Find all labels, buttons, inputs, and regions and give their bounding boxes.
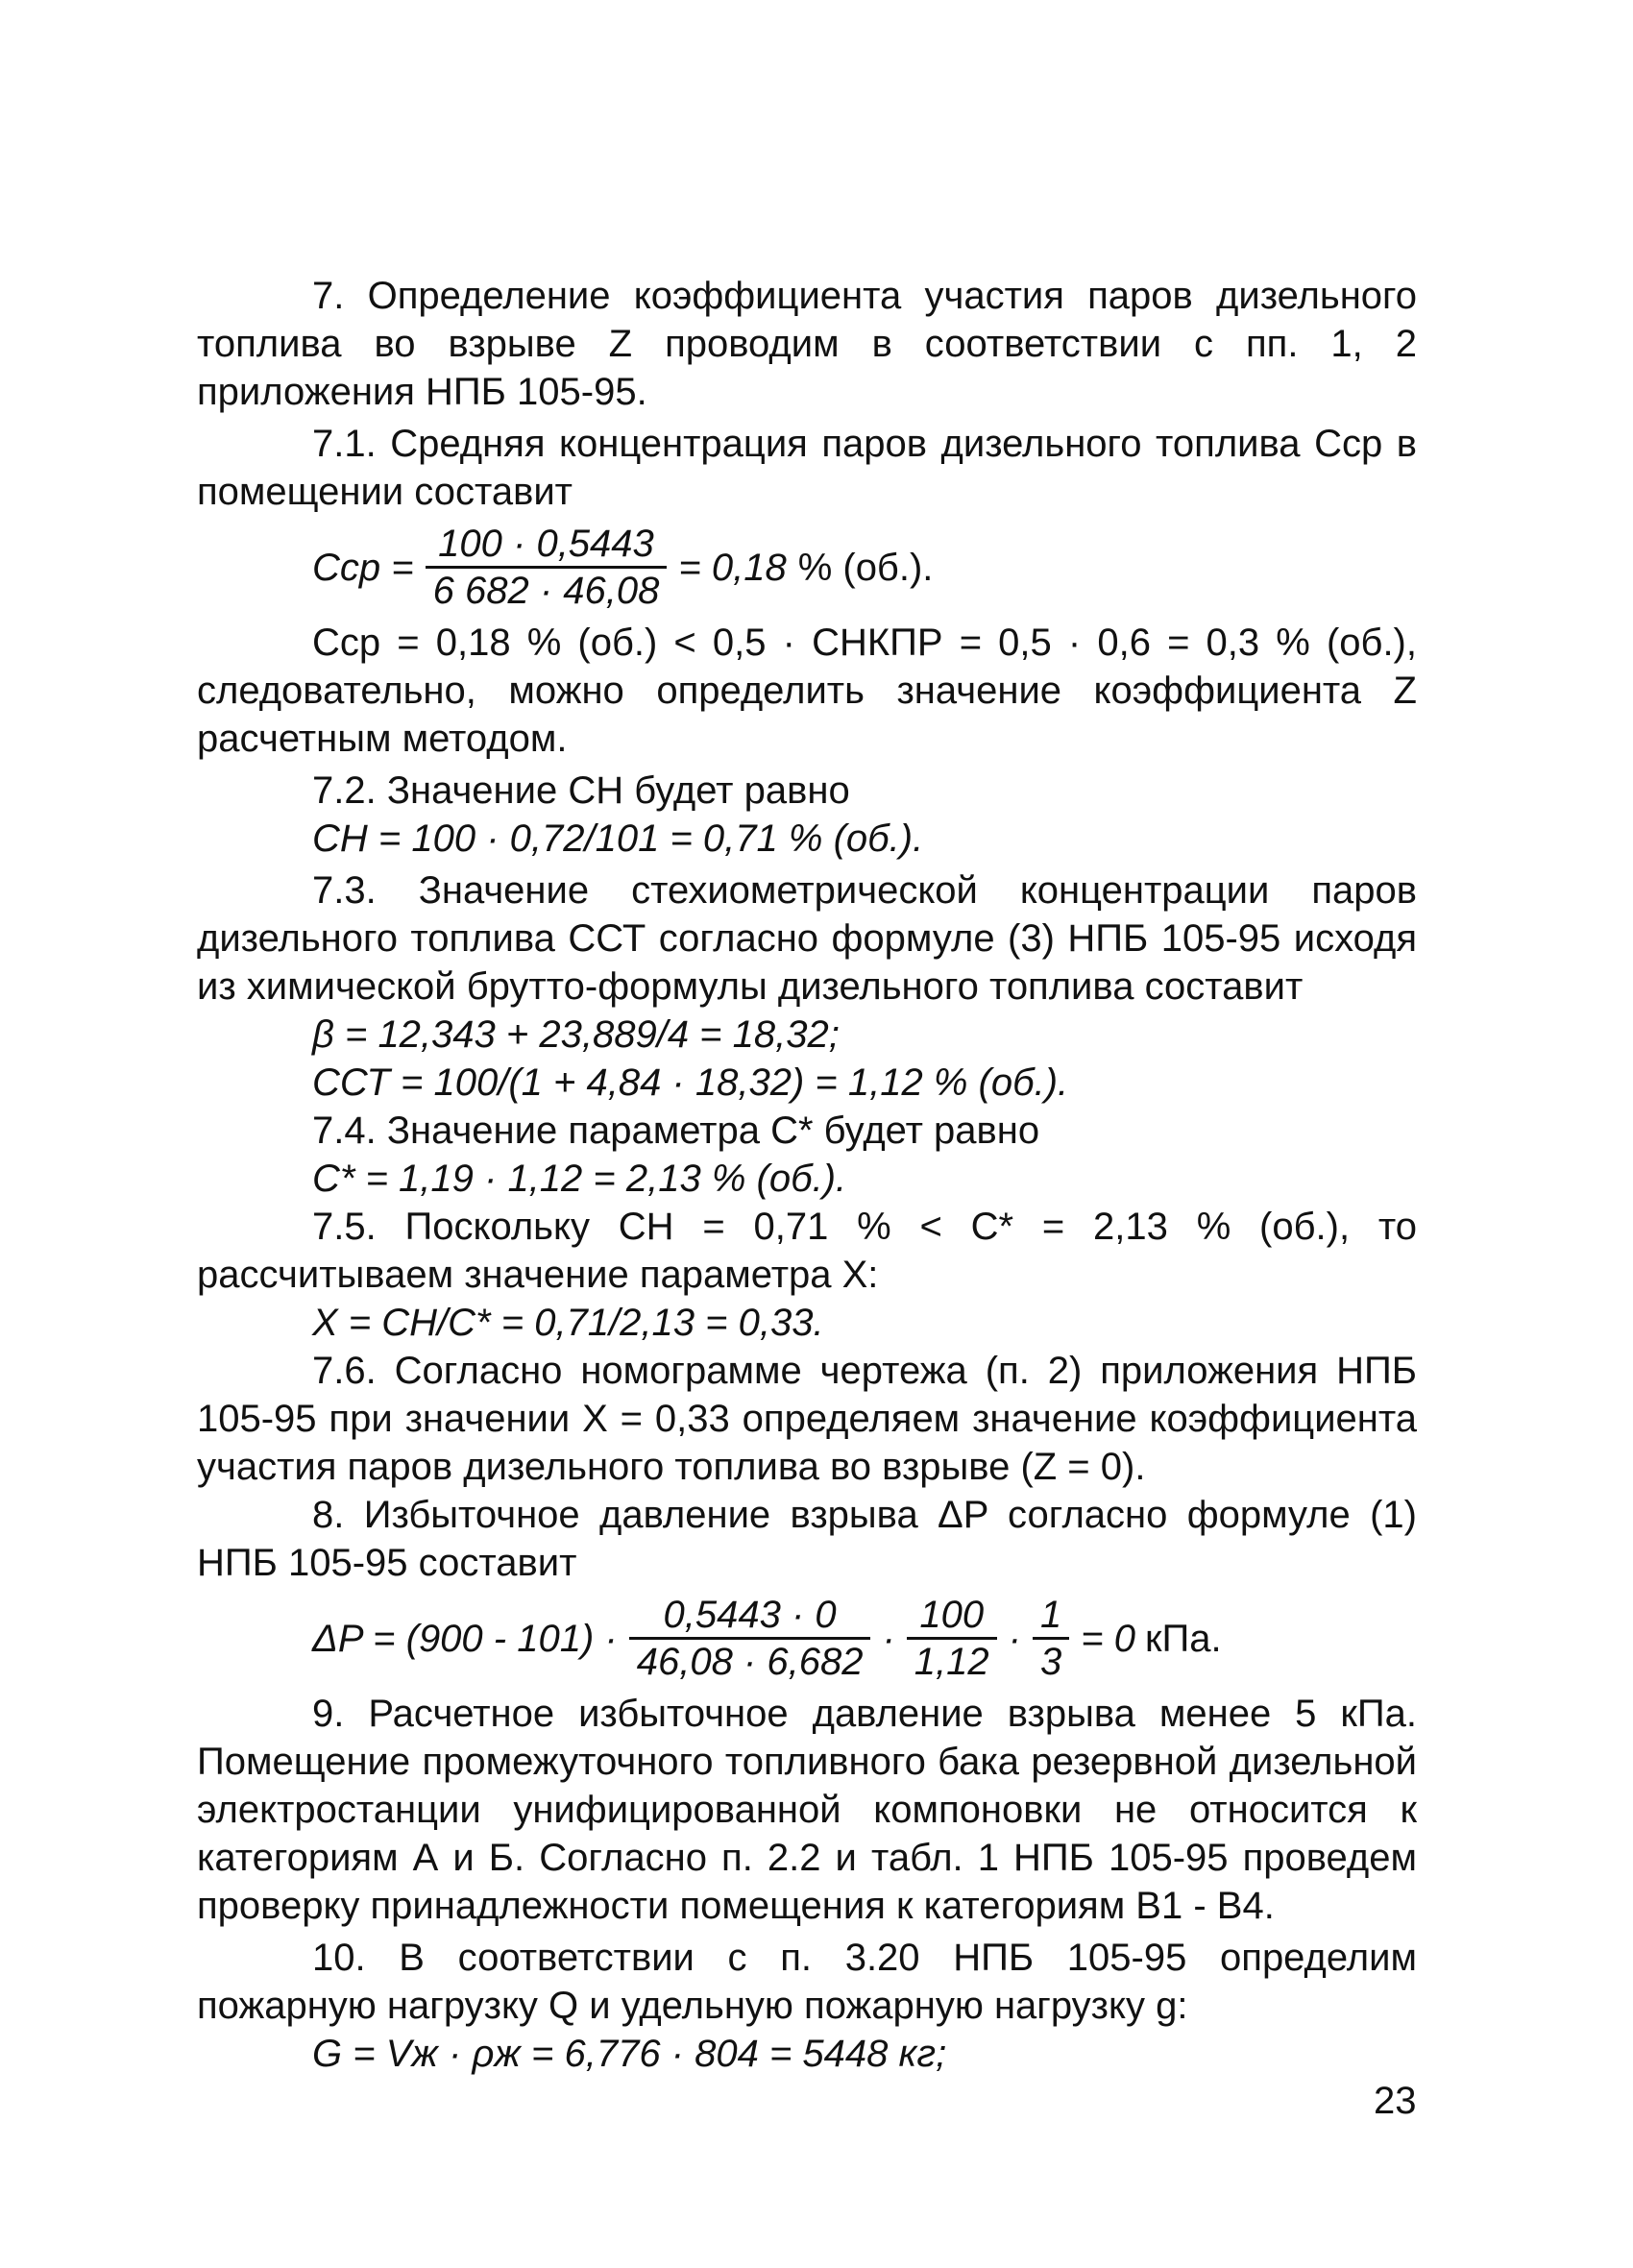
formula-c-avg-numerator: 100 · 0,5443 [426,522,668,569]
formula-delta-p-unit: кПа. [1144,1617,1222,1660]
paragraph-8: 8. Избыточное давление взрыва ΔP согласно формуле (1) НПБ 105-95 составит [197,1494,1417,1584]
formula-delta-p-dot-2: · [1008,1617,1021,1660]
paragraph-7-5: 7.5. Поскольку CН = 0,71 % < C* = 2,13 % (об.), то рассчитываем значение параметра X: [197,1206,1417,1296]
paragraph-10: 10. В соответствии с п. 3.20 НПБ 105-95 определим пожарную нагрузку Q и удельную пожарную нагрузку g: [197,1937,1417,2027]
formula-delta-p-fraction-3 [1033,1593,1069,1684]
paragraph-7: 7. Определение коэффициента участия паров дизельного топлива во взрыве Z проводим в соответствии с пп. 1, 2 приложения НПБ 105-95. [197,275,1417,413]
formula-beta: β = 12,343 + 23,889/4 = 18,32; [312,1013,840,1056]
paragraph-9: 9. Расчетное избыточное давление взрыва менее 5 кПа. Помещение промежуточного топливного бака резервной дизельной электростанции унифицированной компоновки не относится к категориям А и Б. Согласно п. 2.2 и табл. 1 НПБ 105-95 проведем проверку принадлежности помещения к категориям В1 - В4. [197,1693,1417,1927]
formula-g: G = Vж · ρж = 6,776 · 804 = 5448 кг; [312,2033,947,2075]
formula-c-avg-result: = 0,18 [678,546,787,589]
paragraph-7-4: 7.4. Значение параметра C* будет равно [312,1110,1040,1152]
formula-c-avg [197,522,1417,613]
formula-delta-p-lhs: ΔP = (900 - 101) · [312,1617,618,1660]
formula-delta-p-numerator-3: 1 [1033,1593,1069,1640]
paragraph-7-1: 7.1. Средняя концентрация паров дизельного топлива Cср в помещении составит [197,423,1417,513]
formula-c-avg-denominator: 6 682 · 46,08 [432,570,660,612]
formula-c-n: CН = 100 · 0,72/101 = 0,71 % (об.). [312,817,924,860]
formula-c-avg-unit: % (об.). [797,546,934,589]
formula-c-avg-lhs: Cср = [312,546,414,589]
formula-c-star: C* = 1,19 · 1,12 = 2,13 % (об.). [312,1158,847,1200]
formula-x: X = CН/C* = 0,71/2,13 = 0,33. [312,1302,824,1344]
formula-delta-p-denominator-1: 46,08 · 6,682 [636,1641,864,1683]
page-number: 23 [1374,2080,1417,2122]
formula-delta-p-denominator-3: 3 [1039,1641,1062,1683]
formula-delta-p-numerator-2: 100 [907,1593,997,1640]
formula-delta-p-denominator-2: 1,12 [914,1641,989,1683]
paragraph-7-6: 7.6. Согласно номограмме чертежа (п. 2) приложения НПБ 105-95 при значении X = 0,33 определяем значение коэффициента участия паров дизельного топлива во взрыве (Z = 0). [197,1350,1417,1488]
paragraph-7-3: 7.3. Значение стехиометрической концентрации паров дизельного топлива CСТ согласно формуле (3) НПБ 105-95 исходя из химической брутто-формулы дизельного топлива составит [197,869,1417,1008]
formula-delta-p-result: = 0 [1081,1617,1135,1660]
body-text [197,272,1417,2078]
formula-delta-p [197,1593,1417,1684]
paragraph-comparison: Cср = 0,18 % (об.) < 0,5 · CНКПР = 0,5 · 0,6 = 0,3 % (об.), следовательно, можно определить значение коэффициента Z расчетным методом. [197,622,1417,760]
formula-c-st: CСТ = 100/(1 + 4,84 · 18,32) = 1,12 % (об.). [312,1061,1069,1104]
formula-delta-p-dot-1: · [882,1617,895,1660]
formula-delta-p-fraction-1 [629,1593,871,1684]
paragraph-7-2: 7.2. Значение CН будет равно [312,769,850,812]
formula-delta-p-numerator-1: 0,5443 · 0 [629,1593,871,1640]
formula-delta-p-fraction-2 [907,1593,997,1684]
formula-c-avg-fraction [426,522,668,613]
